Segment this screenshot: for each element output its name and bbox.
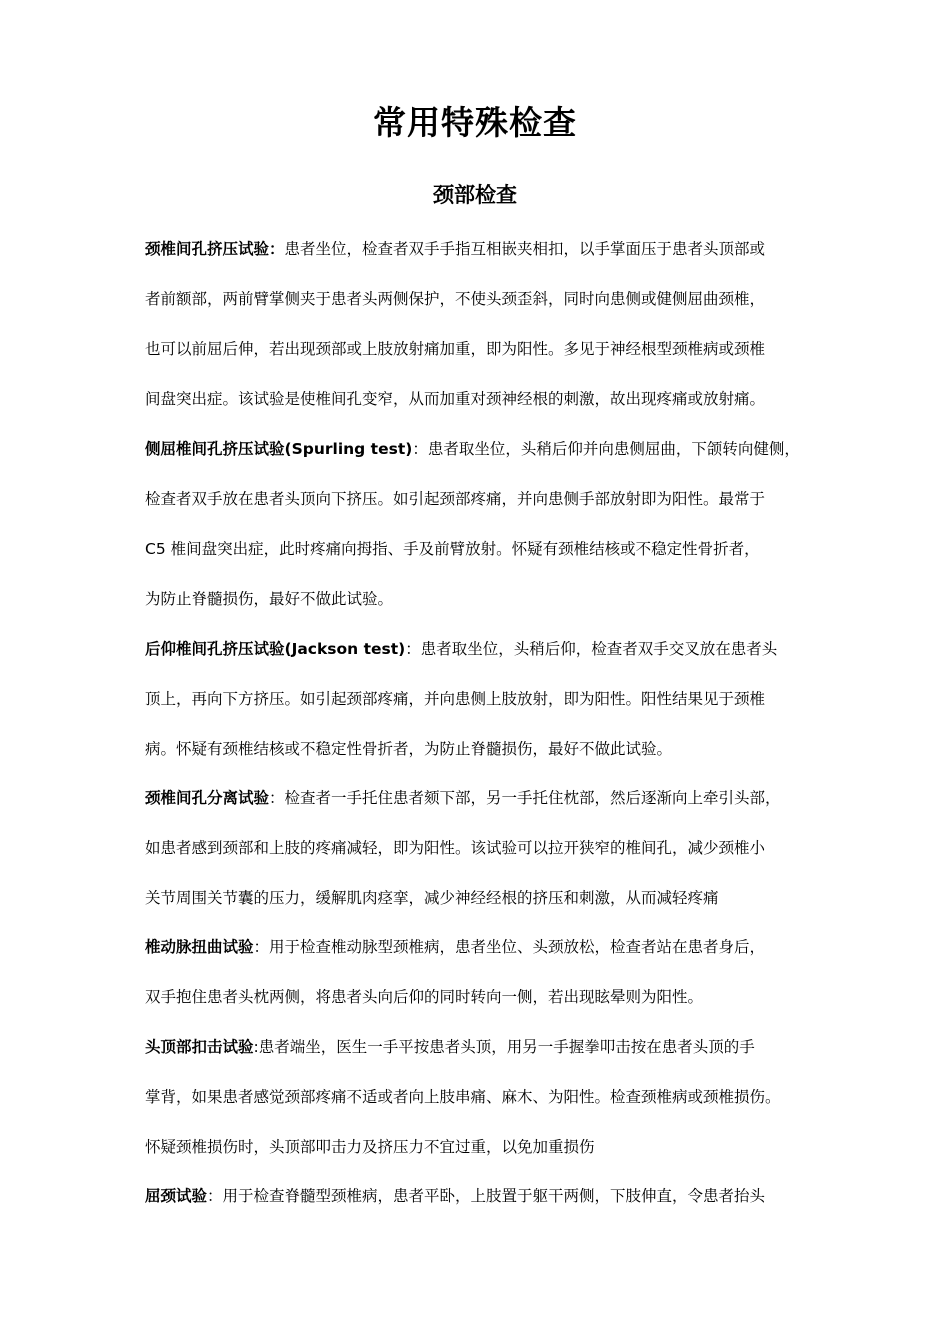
- test-name: 屈颈试验: [145, 1187, 208, 1205]
- test-name: 侧屈椎间孔挤压试验(Spurling test): [145, 440, 413, 458]
- paragraph-line: [145, 688, 835, 710]
- line-text: 患者坐位，检查者双手手指互相嵌夹相扣，以手掌面压于患者头顶部或: [284, 240, 766, 258]
- paragraph-line: [145, 638, 835, 660]
- paragraph-line: [145, 288, 835, 310]
- paragraph-line: [145, 986, 835, 1008]
- paragraph-line: [145, 837, 835, 859]
- line-text: 也可以前屈后伸，若出现颈部或上肢放射痛加重，即为阳性。多见于神经根型颈椎病或颈椎: [145, 340, 766, 358]
- line-text: ：患者取坐位，头稍后仰，检查者双手交叉放在患者头: [405, 640, 778, 658]
- paragraph-line: [145, 887, 835, 909]
- line-text: 如患者感到颈部和上肢的疼痛减轻，即为阳性。该试验可以拉开狭窄的椎间孔，减少颈椎小: [145, 839, 766, 857]
- paragraph-line: [145, 1136, 835, 1158]
- line-text: 者前额部，两前臂掌侧夹于患者头两侧保护，不使头颈歪斜，同时向患侧或健侧屈曲颈椎，: [145, 290, 766, 308]
- paragraph-line: [145, 438, 835, 460]
- line-text: 间盘突出症。该试验是使椎间孔变窄，从而加重对颈神经根的刺激，故出现疼痛或放射痛。: [145, 390, 766, 408]
- line-text: :患者端坐，医生一手平按患者头顶，用另一手握拳叩击按在患者头顶的手: [253, 1038, 755, 1056]
- paragraph-line: [145, 936, 835, 958]
- line-text: ：患者取坐位，头稍后仰并向患侧屈曲，下颌转向健侧，: [412, 440, 800, 458]
- paragraph-line: [145, 588, 835, 610]
- paragraph-line: [145, 1086, 835, 1108]
- line-text: 病。怀疑有颈椎结核或不稳定性骨折者，为防止脊髓损伤，最好不做此试验。: [145, 740, 673, 758]
- paragraph-line: [145, 388, 835, 410]
- paragraph-line: [145, 488, 835, 510]
- section-title: 颈部检查: [433, 183, 517, 207]
- test-name: 颈椎间孔分离试验: [145, 789, 270, 807]
- test-name: 头顶部扣击试验: [145, 1038, 254, 1056]
- paragraph-line: [145, 1185, 835, 1207]
- paragraph-line: [145, 338, 835, 360]
- line-text: 为防止脊髓损伤，最好不做此试验。: [145, 590, 394, 608]
- paragraph-line: [145, 787, 835, 809]
- line-text: 双手抱住患者头枕两侧，将患者头向后仰的同时转向一侧，若出现眩晕则为阳性。: [145, 988, 704, 1006]
- test-name: 椎动脉扭曲试验: [145, 938, 254, 956]
- paragraph-line: [145, 1036, 835, 1058]
- document-title: 常用特殊检查: [373, 103, 577, 142]
- paragraph-line: [145, 538, 835, 560]
- line-text: C5 椎间盘突出症，此时疼痛向拇指、手及前臂放射。怀疑有颈椎结核或不稳定性骨折者，: [145, 540, 760, 558]
- line-text: 关节周围关节囊的压力，缓解肌肉痉挛，减少神经经根的挤压和刺激，从而减轻疼痛: [145, 889, 719, 907]
- line-text: 掌背，如果患者感觉颈部疼痛不适或者向上肢串痛、麻木、为阳性。检查颈椎病或颈椎损伤。: [145, 1088, 781, 1106]
- paragraph-line: [145, 238, 835, 260]
- line-text: 顶上，再向下方挤压。如引起颈部疼痛，并向患侧上肢放射，即为阳性。阳性结果见于颈椎: [145, 690, 766, 708]
- test-name: 颈椎间孔挤压试验：: [145, 240, 285, 258]
- line-text: ：用于检查脊髓型颈椎病，患者平卧，上肢置于躯干两侧，下肢伸直，令患者抬头: [207, 1187, 766, 1205]
- line-text: 怀疑颈椎损伤时，头顶部叩击力及挤压力不宜过重，以免加重损伤: [145, 1138, 595, 1156]
- paragraph-line: [145, 738, 835, 760]
- line-text: 检查者双手放在患者头顶向下挤压。如引起颈部疼痛，并向患侧手部放射即为阳性。最常于: [145, 490, 766, 508]
- test-name: 后仰椎间孔挤压试验(Jackson test): [145, 640, 406, 658]
- line-text: ：检查者一手托住患者颏下部，另一手托住枕部，然后逐渐向上牵引头部，: [269, 789, 781, 807]
- line-text: ：用于检查椎动脉型颈椎病，患者坐位、头颈放松，检查者站在患者身后，: [253, 938, 766, 956]
